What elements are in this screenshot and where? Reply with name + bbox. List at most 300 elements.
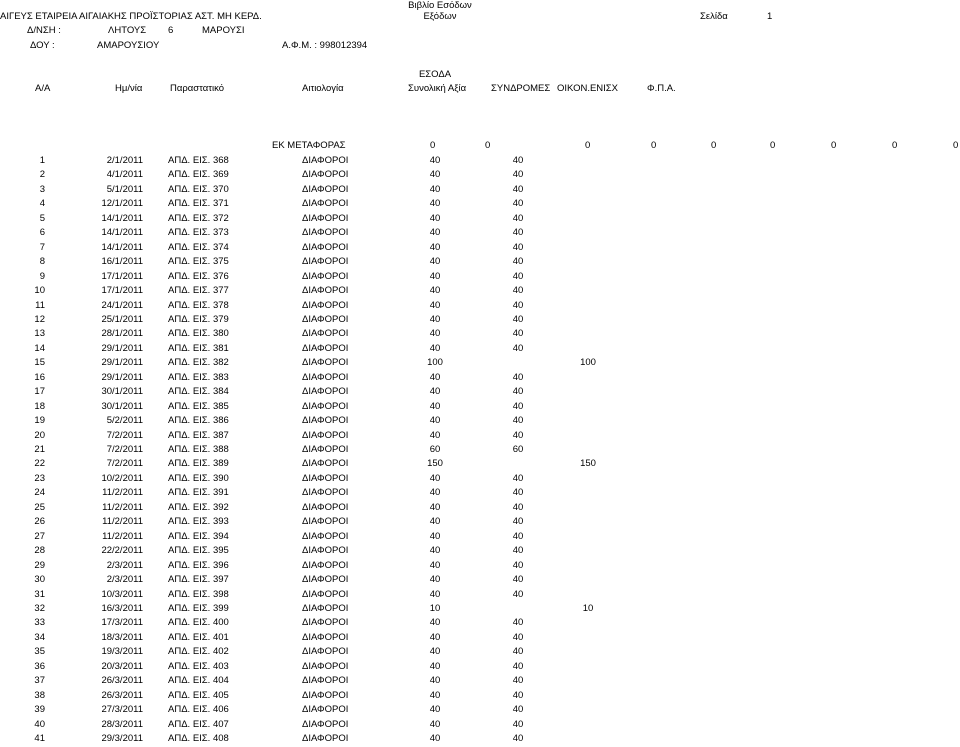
row-date: 17/3/2011 [101,617,143,629]
row-number: 33 [34,617,45,629]
carry-forward-value: 0 [953,140,959,151]
address-number: 6 [168,25,174,36]
row-document: ΑΠΔ. ΕΙΣ. 393 [168,516,229,528]
row-date: 5/1/2011 [106,183,143,195]
row-total: 40 [429,689,441,701]
row-reason: ΔΙΑΦΟΡΟΙ [302,328,349,340]
row-date: 29/1/2011 [101,342,143,354]
row-date: 10/3/2011 [101,588,143,600]
book-subtitle: Εξόδων [423,11,457,22]
row-document: ΑΠΔ. ΕΙΣ. 394 [168,530,229,542]
row-reason: ΔΙΑΦΟΡΟΙ [302,574,349,585]
row-syndromes: 60 [512,444,524,455]
row-reason: ΔΙΑΦΟΡΟΙ [302,256,349,268]
row-date: 30/1/2011 [101,400,143,412]
row-total: 40 [429,516,441,528]
row-number: 25 [34,501,45,513]
row-date: 25/1/2011 [101,313,143,325]
column-header-aa: Α/Α [35,83,51,94]
address-city: ΜΑΡΟΥΣΙ [202,25,245,36]
table-row [0,545,960,559]
row-syndromes: 40 [512,660,524,672]
row-document: ΑΠΔ. ΕΙΣ. 370 [168,183,229,195]
row-reason: ΔΙΑΦΟΡΟΙ [302,588,349,600]
row-document: ΑΠΔ. ΕΙΣ. 387 [168,429,229,441]
row-date: 16/1/2011 [101,256,143,268]
row-oikon: 150 [580,458,596,470]
row-syndromes: 40 [512,704,524,716]
row-reason: ΔΙΑΦΟΡΟΙ [302,487,349,499]
table-row [0,169,960,183]
row-syndromes: 40 [512,733,524,744]
row-date: 17/1/2011 [101,270,143,282]
carry-forward-value: 0 [770,140,776,151]
row-date: 22/2/2011 [101,545,143,557]
column-header-syndromes: ΣΥΝΔΡΟΜΕΣ [491,83,551,94]
table-row [0,719,960,733]
address-label: Δ/ΝΣΗ : [27,25,61,36]
row-number: 15 [34,357,45,369]
row-date: 4/1/2011 [106,169,143,181]
row-number: 12 [34,313,45,325]
row-document: ΑΠΔ. ΕΙΣ. 377 [168,285,229,296]
row-syndromes: 40 [512,516,524,528]
row-reason: ΔΙΑΦΟΡΟΙ [302,415,349,427]
row-document: ΑΠΔ. ΕΙΣ. 397 [168,574,229,585]
row-number: 18 [34,400,45,412]
row-number: 9 [39,270,45,282]
row-number: 10 [34,285,45,296]
table-row [0,704,960,718]
afm: Α.Φ.Μ. : 998012394 [282,40,368,51]
row-number: 39 [34,704,45,716]
table-row [0,430,960,444]
row-number: 7 [39,241,45,253]
row-document: ΑΠΔ. ΕΙΣ. 368 [168,155,229,166]
row-number: 27 [34,530,45,542]
row-date: 16/3/2011 [101,603,143,614]
row-total: 40 [429,675,441,687]
row-number: 14 [34,342,45,354]
row-date: 29/3/2011 [101,733,143,744]
row-reason: ΔΙΑΦΟΡΟΙ [302,371,349,383]
row-number: 40 [34,718,45,730]
row-number: 26 [34,516,45,528]
table-row [0,444,960,458]
row-reason: ΔΙΑΦΟΡΟΙ [302,617,349,629]
row-syndromes: 40 [512,689,524,701]
row-total: 40 [429,299,441,311]
table-row [0,256,960,270]
row-total: 40 [429,169,441,181]
row-number: 37 [34,675,45,687]
row-total: 40 [429,617,441,629]
book-title: Βιβλίο Εσόδων [408,0,472,11]
row-reason: ΔΙΑΦΟΡΟΙ [302,501,349,513]
tax-office: ΑΜΑΡΟΥΣΙΟΥ [97,40,160,51]
row-total: 40 [429,212,441,224]
row-document: ΑΠΔ. ΕΙΣ. 391 [168,487,229,499]
row-total: 40 [429,545,441,557]
table-row [0,458,960,472]
row-number: 21 [34,444,45,455]
row-total: 40 [429,559,441,571]
row-reason: ΔΙΑΦΟΡΟΙ [302,400,349,412]
row-reason: ΔΙΑΦΟΡΟΙ [302,155,349,166]
row-syndromes: 40 [512,472,524,484]
row-reason: ΔΙΑΦΟΡΟΙ [302,603,349,614]
row-syndromes: 40 [512,270,524,282]
table-row [0,242,960,256]
row-total: 40 [429,400,441,412]
row-document: ΑΠΔ. ΕΙΣ. 404 [168,675,229,687]
row-syndromes: 40 [512,501,524,513]
row-number: 8 [39,256,45,268]
row-document: ΑΠΔ. ΕΙΣ. 373 [168,227,229,239]
row-syndromes: 40 [512,313,524,325]
row-reason: ΔΙΑΦΟΡΟΙ [302,270,349,282]
row-total: 40 [429,342,441,354]
row-total: 40 [429,285,441,296]
row-document: ΑΠΔ. ΕΙΣ. 369 [168,169,229,181]
table-row [0,617,960,631]
row-total: 40 [429,256,441,268]
row-syndromes: 40 [512,545,524,557]
row-date: 27/3/2011 [101,704,143,716]
carry-forward-label: ΕΚ ΜΕΤΑΦΟΡΑΣ [272,140,346,151]
row-syndromes: 40 [512,371,524,383]
row-number: 29 [34,559,45,571]
row-total: 40 [429,487,441,499]
row-document: ΑΠΔ. ΕΙΣ. 381 [168,342,229,354]
row-number: 13 [34,328,45,340]
row-date: 7/2/2011 [106,429,143,441]
table-row [0,155,960,169]
row-syndromes: 40 [512,299,524,311]
row-date: 11/2/2011 [102,530,143,542]
row-syndromes: 40 [512,675,524,687]
table-row [0,184,960,198]
row-date: 14/1/2011 [101,212,143,224]
column-header-reason: Αιτιολογία [302,83,344,94]
row-document: ΑΠΔ. ΕΙΣ. 385 [168,400,229,412]
row-number: 30 [34,574,45,585]
table-row [0,603,960,617]
row-total: 40 [429,270,441,282]
row-document: ΑΠΔ. ΕΙΣ. 403 [168,660,229,672]
table-row [0,271,960,285]
row-date: 14/1/2011 [101,241,143,253]
row-syndromes: 40 [512,227,524,239]
row-document: ΑΠΔ. ΕΙΣ. 382 [168,357,229,369]
row-document: ΑΠΔ. ΕΙΣ. 408 [168,733,229,744]
row-total: 40 [429,183,441,195]
row-reason: ΔΙΑΦΟΡΟΙ [302,313,349,325]
row-total: 150 [427,458,443,470]
row-number: 11 [35,299,45,311]
row-date: 29/1/2011 [101,371,143,383]
row-reason: ΔΙΑΦΟΡΟΙ [302,530,349,542]
row-total: 40 [429,530,441,542]
row-document: ΑΠΔ. ΕΙΣ. 395 [168,545,229,557]
row-number: 19 [34,415,45,427]
row-syndromes: 40 [512,530,524,542]
row-total: 40 [429,718,441,730]
section-title: ΕΣΟΔΑ [418,69,452,80]
row-reason: ΔΙΑΦΟΡΟΙ [302,545,349,557]
table-row [0,415,960,429]
column-header-oikon: ΟΙΚΟΝ.ΕΝΙΣΧ [557,83,619,94]
row-date: 11/2/2011 [102,487,143,499]
row-document: ΑΠΔ. ΕΙΣ. 383 [168,371,229,383]
table-row [0,227,960,241]
row-reason: ΔΙΑΦΟΡΟΙ [302,198,349,210]
row-date: 28/1/2011 [101,328,143,340]
row-reason: ΔΙΑΦΟΡΟΙ [302,559,349,571]
row-total: 40 [429,155,441,166]
row-date: 11/2/2011 [102,516,143,528]
row-reason: ΔΙΑΦΟΡΟΙ [302,733,349,744]
column-header-fpa: Φ.Π.Α. [647,83,676,94]
row-total: 40 [429,313,441,325]
table-row [0,589,960,603]
table-row [0,386,960,400]
row-number: 22 [34,458,45,470]
row-reason: ΔΙΑΦΟΡΟΙ [302,183,349,195]
row-total: 40 [429,501,441,513]
row-total: 40 [429,371,441,383]
row-document: ΑΠΔ. ΕΙΣ. 400 [168,617,229,629]
row-syndromes: 40 [512,718,524,730]
row-number: 6 [39,227,45,239]
row-document: ΑΠΔ. ΕΙΣ. 386 [168,415,229,427]
row-total: 40 [429,386,441,398]
row-total: 40 [429,588,441,600]
row-total: 40 [429,646,441,658]
row-total: 10 [429,603,441,614]
table-row [0,300,960,314]
row-date: 19/3/2011 [101,646,143,658]
column-header-total: Συνολική Αξία [408,83,467,94]
row-number: 35 [34,646,45,658]
row-number: 38 [34,689,45,701]
row-syndromes: 40 [512,212,524,224]
row-document: ΑΠΔ. ΕΙΣ. 406 [168,704,229,716]
row-date: 20/3/2011 [101,660,143,672]
row-document: ΑΠΔ. ΕΙΣ. 378 [168,299,229,311]
row-date: 24/1/2011 [101,299,143,311]
row-syndromes: 40 [512,256,524,268]
table-row [0,285,960,299]
table-row [0,531,960,545]
table-row [0,473,960,487]
row-syndromes: 40 [512,285,524,296]
row-date: 29/1/2011 [101,357,143,369]
table-row [0,574,960,588]
row-reason: ΔΙΑΦΟΡΟΙ [302,660,349,672]
row-document: ΑΠΔ. ΕΙΣ. 388 [168,444,229,455]
row-total: 40 [429,574,441,585]
row-number: 34 [34,631,45,643]
row-date: 7/2/2011 [106,444,143,455]
row-number: 24 [34,487,45,499]
row-syndromes: 40 [512,241,524,253]
row-date: 12/1/2011 [101,198,143,210]
row-syndromes: 40 [512,183,524,195]
row-date: 30/1/2011 [101,386,143,398]
row-syndromes: 40 [512,400,524,412]
row-oikon: 100 [580,357,596,369]
table-row [0,401,960,415]
address-street: ΛΗΤΟΥΣ [108,25,147,36]
table-row [0,646,960,660]
row-document: ΑΠΔ. ΕΙΣ. 384 [168,386,229,398]
table-row [0,198,960,212]
row-number: 28 [34,545,45,557]
row-number: 3 [39,183,45,195]
row-document: ΑΠΔ. ΕΙΣ. 389 [168,458,229,470]
carry-forward-value: 0 [585,140,591,151]
row-reason: ΔΙΑΦΟΡΟΙ [302,169,349,181]
row-total: 40 [429,429,441,441]
row-document: ΑΠΔ. ΕΙΣ. 407 [168,718,229,730]
row-reason: ΔΙΑΦΟΡΟΙ [302,299,349,311]
row-document: ΑΠΔ. ΕΙΣ. 379 [168,313,229,325]
carry-forward-value: 0 [892,140,898,151]
row-reason: ΔΙΑΦΟΡΟΙ [302,285,349,296]
row-reason: ΔΙΑΦΟΡΟΙ [302,704,349,716]
row-reason: ΔΙΑΦΟΡΟΙ [302,675,349,687]
row-syndromes: 40 [512,429,524,441]
row-document: ΑΠΔ. ΕΙΣ. 398 [168,588,229,600]
row-total: 40 [429,733,441,744]
row-document: ΑΠΔ. ΕΙΣ. 396 [168,559,229,571]
row-date: 26/3/2011 [101,689,143,701]
row-syndromes: 40 [512,487,524,499]
column-header-document: Παραστατικό [170,83,225,94]
row-reason: ΔΙΑΦΟΡΟΙ [302,646,349,658]
row-date: 10/2/2011 [101,472,143,484]
row-total: 40 [429,198,441,210]
row-syndromes: 40 [512,169,524,181]
row-syndromes: 40 [512,646,524,658]
row-number: 36 [34,660,45,672]
row-date: 7/2/2011 [106,458,143,470]
table-row [0,343,960,357]
row-document: ΑΠΔ. ΕΙΣ. 405 [168,689,229,701]
row-syndromes: 40 [512,574,524,585]
row-total: 40 [429,704,441,716]
row-reason: ΔΙΑΦΟΡΟΙ [302,689,349,701]
row-number: 4 [39,198,45,210]
page-label: Σελίδα [700,11,728,22]
row-syndromes: 40 [512,559,524,571]
row-reason: ΔΙΑΦΟΡΟΙ [302,472,349,484]
row-reason: ΔΙΑΦΟΡΟΙ [302,227,349,239]
row-syndromes: 40 [512,588,524,600]
table-row [0,516,960,530]
table-row [0,632,960,646]
row-total: 60 [429,444,441,455]
row-reason: ΔΙΑΦΟΡΟΙ [302,444,349,455]
row-syndromes: 40 [512,155,524,166]
carry-forward-value: 0 [831,140,837,151]
row-reason: ΔΙΑΦΟΡΟΙ [302,357,349,369]
table-row [0,675,960,689]
carry-forward-value: 0 [485,140,491,151]
row-number: 17 [34,386,45,398]
row-syndromes: 40 [512,617,524,629]
row-date: 2/3/2011 [106,559,143,571]
row-reason: ΔΙΑΦΟΡΟΙ [302,718,349,730]
row-number: 2 [39,169,45,181]
row-total: 40 [429,472,441,484]
row-reason: ΔΙΑΦΟΡΟΙ [302,458,349,470]
row-reason: ΔΙΑΦΟΡΟΙ [302,241,349,253]
row-date: 26/3/2011 [101,675,143,687]
row-date: 18/3/2011 [101,631,143,643]
table-row [0,733,960,747]
row-reason: ΔΙΑΦΟΡΟΙ [302,631,349,643]
table-row [0,661,960,675]
row-syndromes: 40 [512,198,524,210]
row-total: 40 [429,227,441,239]
carry-forward-value: 0 [651,140,657,151]
row-date: 17/1/2011 [101,285,143,296]
row-document: ΑΠΔ. ΕΙΣ. 380 [168,328,229,340]
row-document: ΑΠΔ. ΕΙΣ. 390 [168,472,229,484]
tax-office-label: ΔΟΥ : [30,40,55,51]
row-syndromes: 40 [512,342,524,354]
table-row [0,357,960,371]
row-date: 14/1/2011 [101,227,143,239]
row-reason: ΔΙΑΦΟΡΟΙ [302,386,349,398]
row-syndromes: 40 [512,386,524,398]
table-row [0,487,960,501]
row-reason: ΔΙΑΦΟΡΟΙ [302,342,349,354]
row-document: ΑΠΔ. ΕΙΣ. 402 [168,646,229,658]
row-total: 40 [429,415,441,427]
row-total: 40 [429,660,441,672]
table-row [0,502,960,516]
table-row [0,328,960,342]
table-row [0,314,960,328]
row-document: ΑΠΔ. ΕΙΣ. 376 [168,270,229,282]
table-row [0,690,960,704]
column-header-date: Ημ/νία [115,83,143,94]
table-row [0,372,960,386]
row-date: 2/3/2011 [106,574,143,585]
row-document: ΑΠΔ. ΕΙΣ. 371 [168,198,229,210]
row-reason: ΔΙΑΦΟΡΟΙ [302,516,349,528]
row-document: ΑΠΔ. ΕΙΣ. 372 [168,212,229,224]
row-oikon: 10 [582,603,594,614]
row-reason: ΔΙΑΦΟΡΟΙ [302,429,349,441]
row-number: 1 [39,155,45,166]
row-document: ΑΠΔ. ΕΙΣ. 375 [168,256,229,268]
row-total: 100 [427,357,443,369]
carry-forward-value: 0 [430,140,436,151]
row-document: ΑΠΔ. ΕΙΣ. 401 [168,631,229,643]
row-number: 20 [34,429,45,441]
row-total: 40 [429,631,441,643]
page-number: 1 [767,11,773,22]
row-number: 16 [34,371,45,383]
row-syndromes: 40 [512,631,524,643]
row-syndromes: 40 [512,328,524,340]
row-number: 23 [34,472,45,484]
table-row [0,560,960,574]
